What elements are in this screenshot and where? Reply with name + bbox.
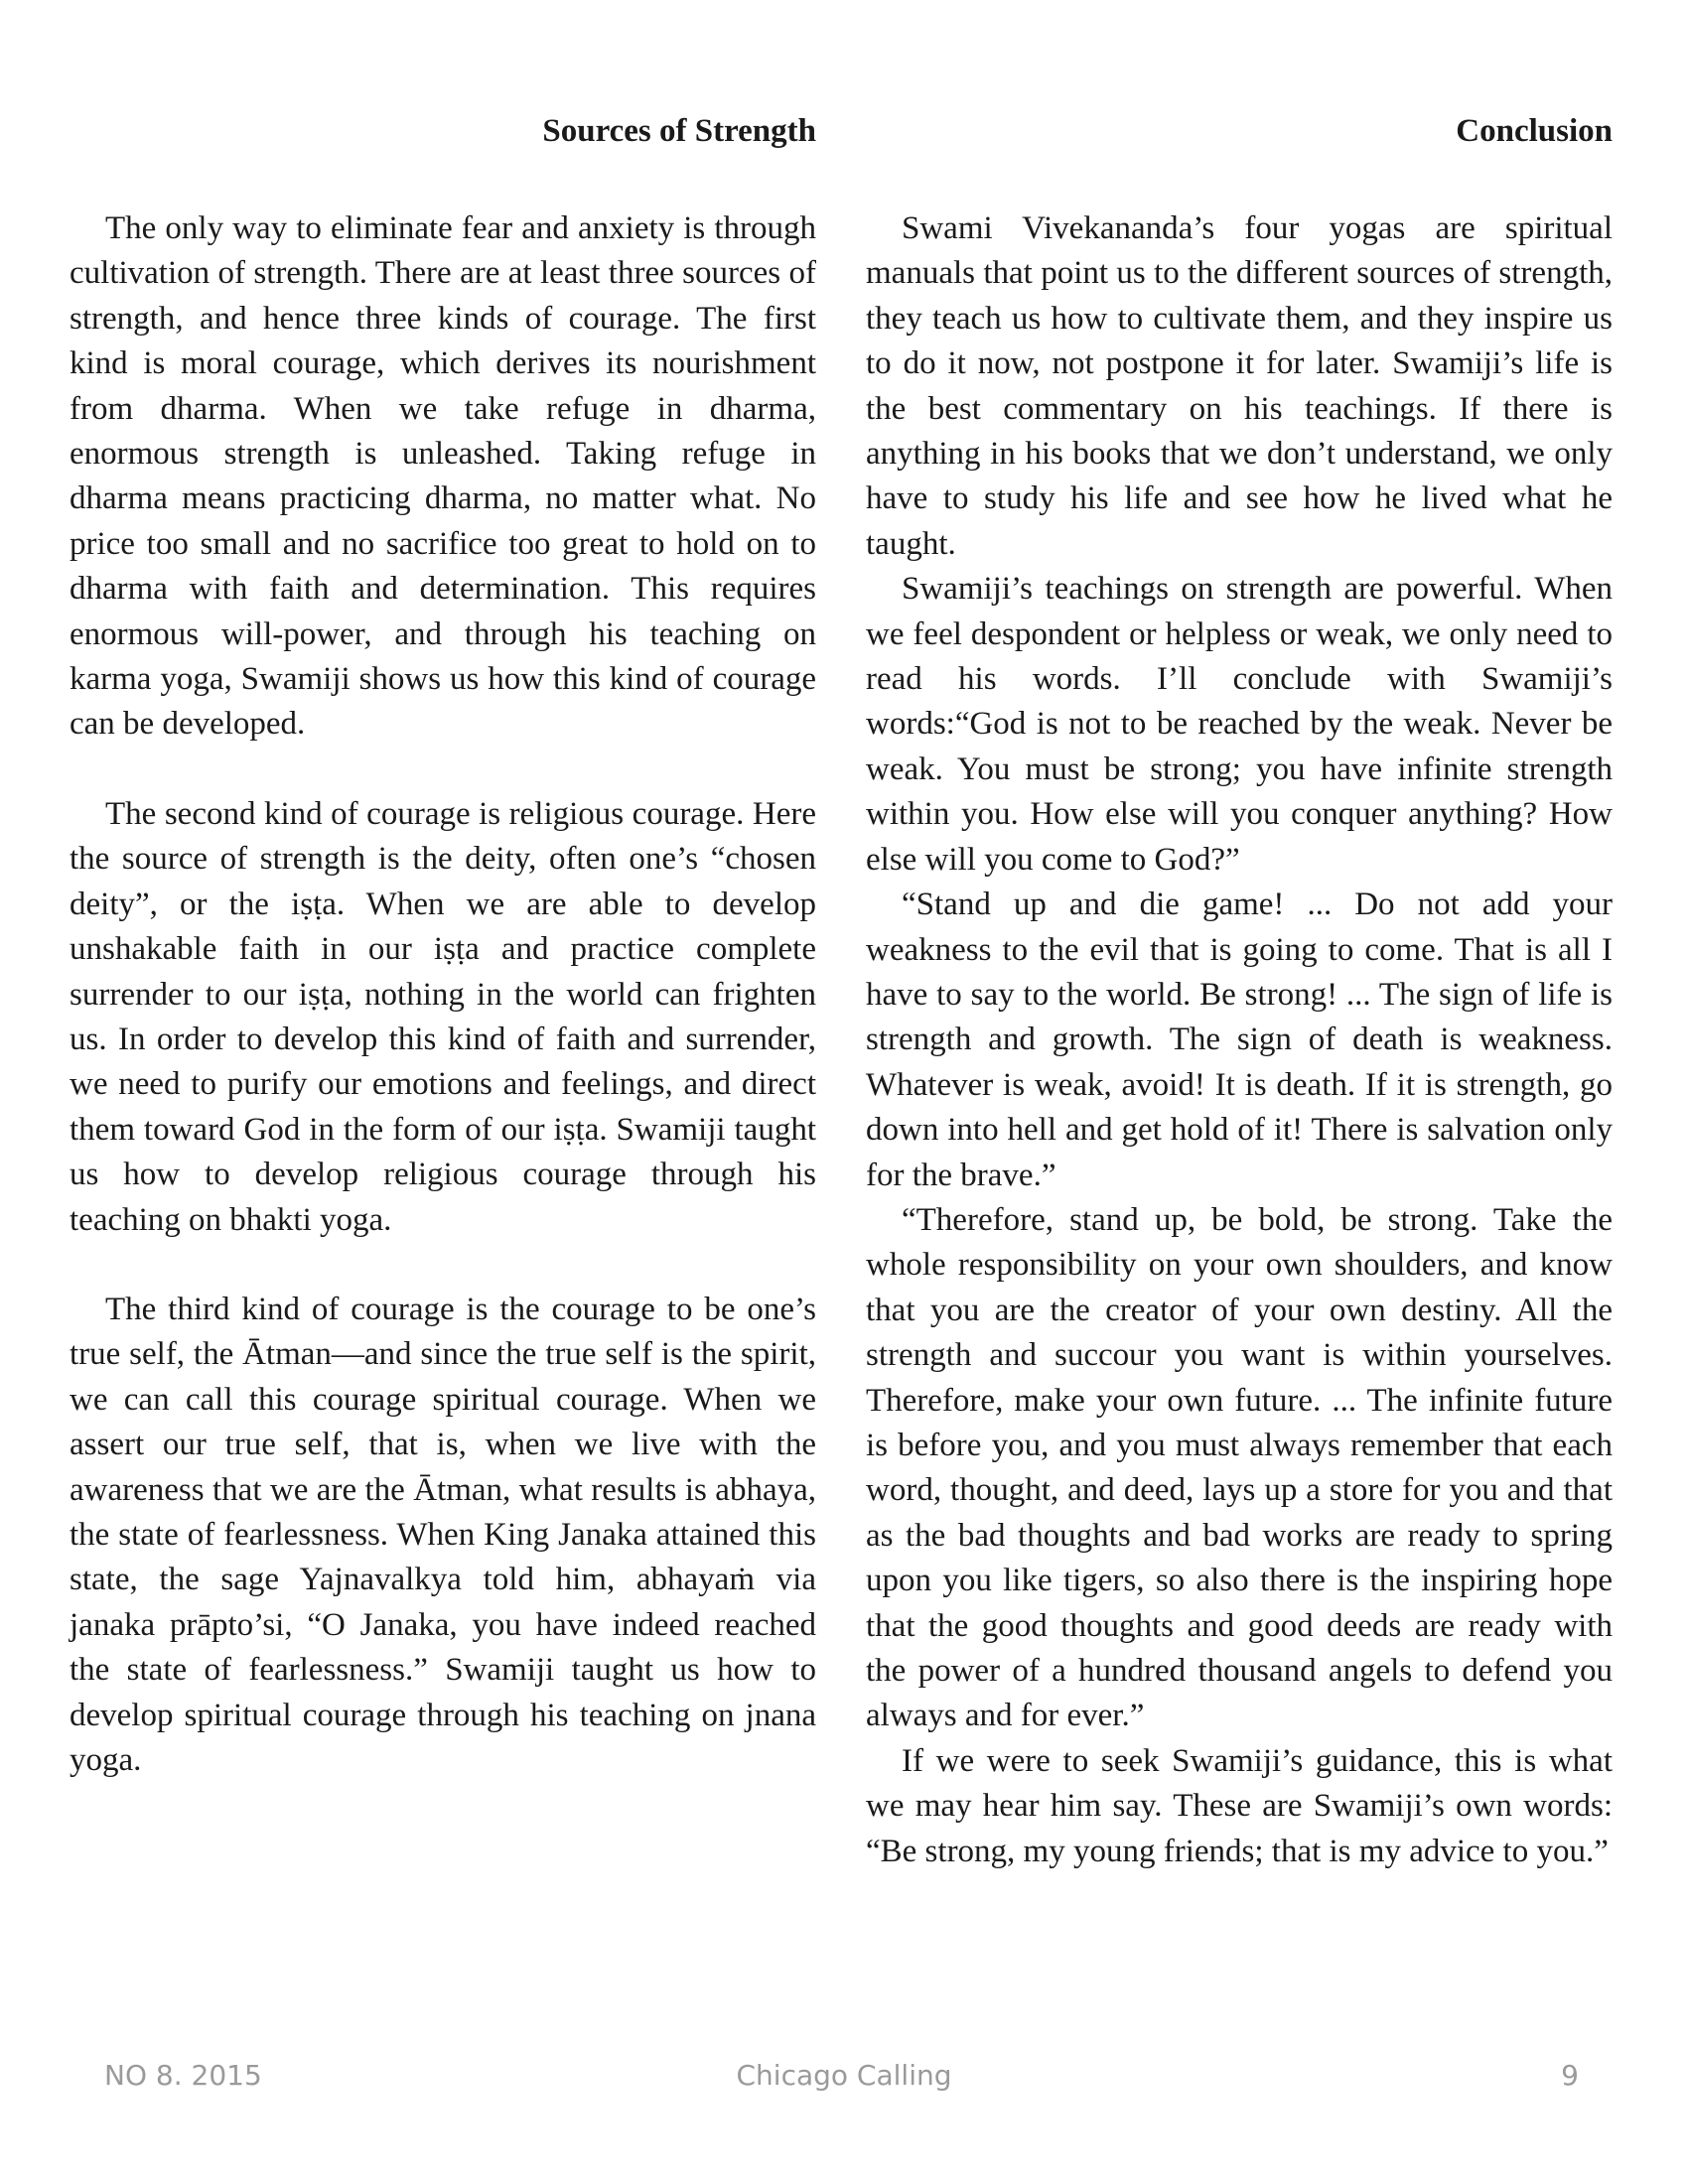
body-paragraph: The second kind of courage is religious courage. Here the source of strength is the deity, often one’s “chosen deity”, or the iṣṭa. When we are able to develop unshakable faith in our iṣṭa and practice complete surrender to our iṣṭa, nothing in the world can frighten us. In order to develop this kind of faith and surrender, we need to purify our emotions and feelings, and direct them toward God in the form of our iṣṭa. Swamiji taught us how to develop religious courage through his teaching on bhakti yoga. (70, 795, 816, 1238)
body-paragraph: “Therefore, stand up, be bold, be strong. Take the whole responsibility on your own shoulders, and know that you are the creator of your own destiny. All the strength and succour you want is within yourselves. Therefore, make your own future. ... The infinite future is before you, and you must always remember that each word, thought, and deed, lays up a store for you and that as the bad thoughts and bad works are ready to spring upon you like tigers, so also there is the inspiring hope that the good thoughts and good deeds are ready with the power of a hundred thousand angels to defend you always and for ever.” (866, 1201, 1613, 1734)
body-paragraph: “Stand up and die game! ... Do not add your weakness to the evil that is going to come. That is all I have to say to the world. Be strong! ... The sign of life is strength and growth. The sign of death is weakness. Whatever is weak, avoid! It is death. If it is strength, go down into hell and get hold of it! There is salvation only for the brave.” (866, 887, 1613, 1193)
body-paragraph: Swami Vivekananda’s four yogas are spiritual manuals that point us to the different sources of strength, they teach us how to cultivate them, and they inspire us to do it now, not postpone it for later. Swamiji’s life is the best commentary on his teachings. If there is anything in his books that we don’t understand, we only have to study his life and see how he lived what he taught. (866, 210, 1613, 562)
right-column (866, 111, 1613, 1874)
footer-publication: Chicago Calling (736, 2059, 952, 2092)
section-heading: Conclusion (1456, 113, 1613, 149)
body-paragraph: Swamiji’s teachings on strength are powerful. When we feel despondent or helpless or weak, we only need to read his words. I’ll conclude with Swamiji’s words:“God is not to be reached by the weak. Never be weak. You must be strong; you have infinite strength within you. How else will you conquer anything? How else will you come to God?” (866, 571, 1613, 878)
footer-issue: NO 8. 2015 (104, 2059, 262, 2092)
body-paragraph: The third kind of courage is the courage to be one’s true self, the Ātman—and since the true self is the spirit, we can call this courage spiritual courage. When we assert our true self, that is, when we live with the awareness that we are the Ātman, what results is abhaya, the state of fearlessness. When King Janaka attained this state, the sage Yajnavalkya told him, abhayaṁ via janaka prāpto’si, “O Janaka, you have indeed reached the state of fearlessness.” Swamiji taught us how to develop spiritual courage through his teaching on jnana yoga. (70, 1291, 816, 1778)
section-heading: Sources of Strength (542, 113, 816, 149)
footer-page-number: 9 (1561, 2059, 1579, 2092)
left-column (70, 111, 816, 1783)
body-paragraph: The only way to eliminate fear and anxiety is through cultivation of strength. There are at least three sources of strength, and hence three kinds of courage. The first kind is moral courage, which derives its nourishment from dharma. When we take refuge in dharma, enormous strength is unleashed. Taking refuge in dharma means practicing dharma, no matter what. No price too small and no sacrifice too great to hold on to dharma with faith and determination. This requires enormous will-power, and through his teaching on karma yoga, Swamiji shows us how this kind of courage can be developed. (70, 210, 816, 743)
body-paragraph: If we were to seek Swamiji’s guidance, this is what we may hear him say. These are Swamiji’s own words: “Be strong, my young friends; that is my advice to you.” (866, 1742, 1613, 1869)
